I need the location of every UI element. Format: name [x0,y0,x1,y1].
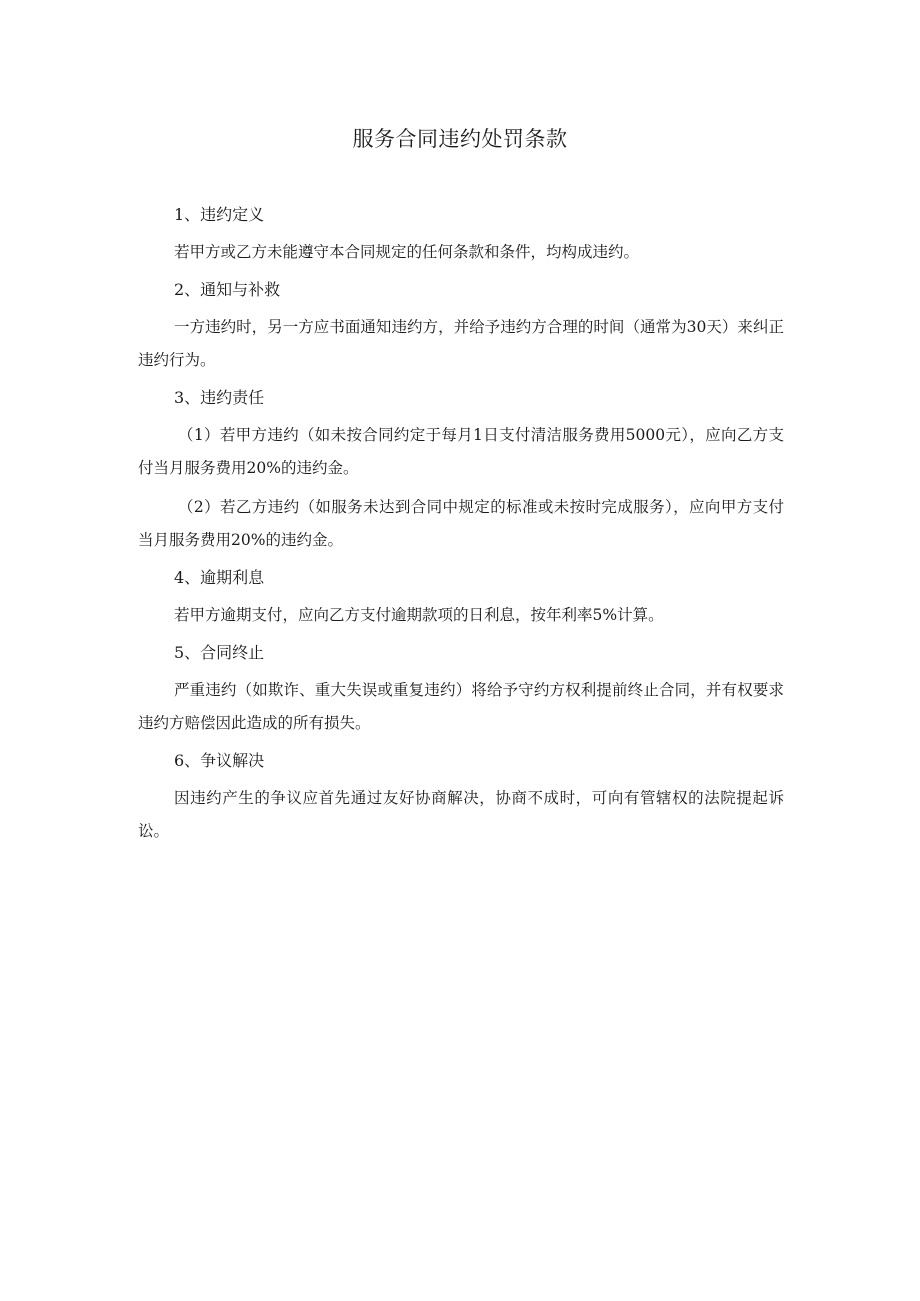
section-liability [138,383,784,557]
section-violation-definition [138,200,784,269]
section-heading: 4、逾期利息 [174,568,265,587]
section-termination [138,638,784,740]
section-late-interest [138,563,784,632]
section-notice-remedy [138,275,784,377]
section-heading: 3、违约责任 [174,388,265,407]
section-heading: 5、合同终止 [174,643,265,662]
section-heading: 1、违约定义 [174,205,265,224]
document-body [138,200,784,854]
section-paragraph: 一方违约时，另一方应书面通知违约方，并给予违约方合理的时间（通常为30天）来纠正违约行为。 [138,318,784,369]
section-paragraph: 若甲方逾期支付，应向乙方支付逾期款项的日利息，按年利率5%计算。 [174,606,664,624]
section-paragraph: （1）若甲方违约（如未按合同约定于每月1日支付清洁服务费用5000元），应向乙方支付当月服务费用20%的违约金。 [138,426,784,477]
section-heading: 2、通知与补救 [174,280,281,299]
section-paragraph: （2）若乙方违约（如服务未达到合同中规定的标准或未按时完成服务），应向甲方支付当月服务费用20%的违约金。 [138,498,784,549]
section-paragraph: 因违约产生的争议应首先通过友好协商解决，协商不成时，可向有管辖权的法院提起诉讼。 [138,789,784,840]
section-dispute-resolution [138,746,784,848]
page-title: 服务合同违约处罚条款 [352,127,568,151]
section-paragraph: 严重违约（如欺诈、重大失误或重复违约）将给予守约方权利提前终止合同，并有权要求违约方赔偿因此造成的所有损失。 [138,681,784,732]
section-heading: 6、争议解决 [174,751,265,770]
section-paragraph: 若甲方或乙方未能遵守本合同规定的任何条款和条件，均构成违约。 [174,243,640,261]
